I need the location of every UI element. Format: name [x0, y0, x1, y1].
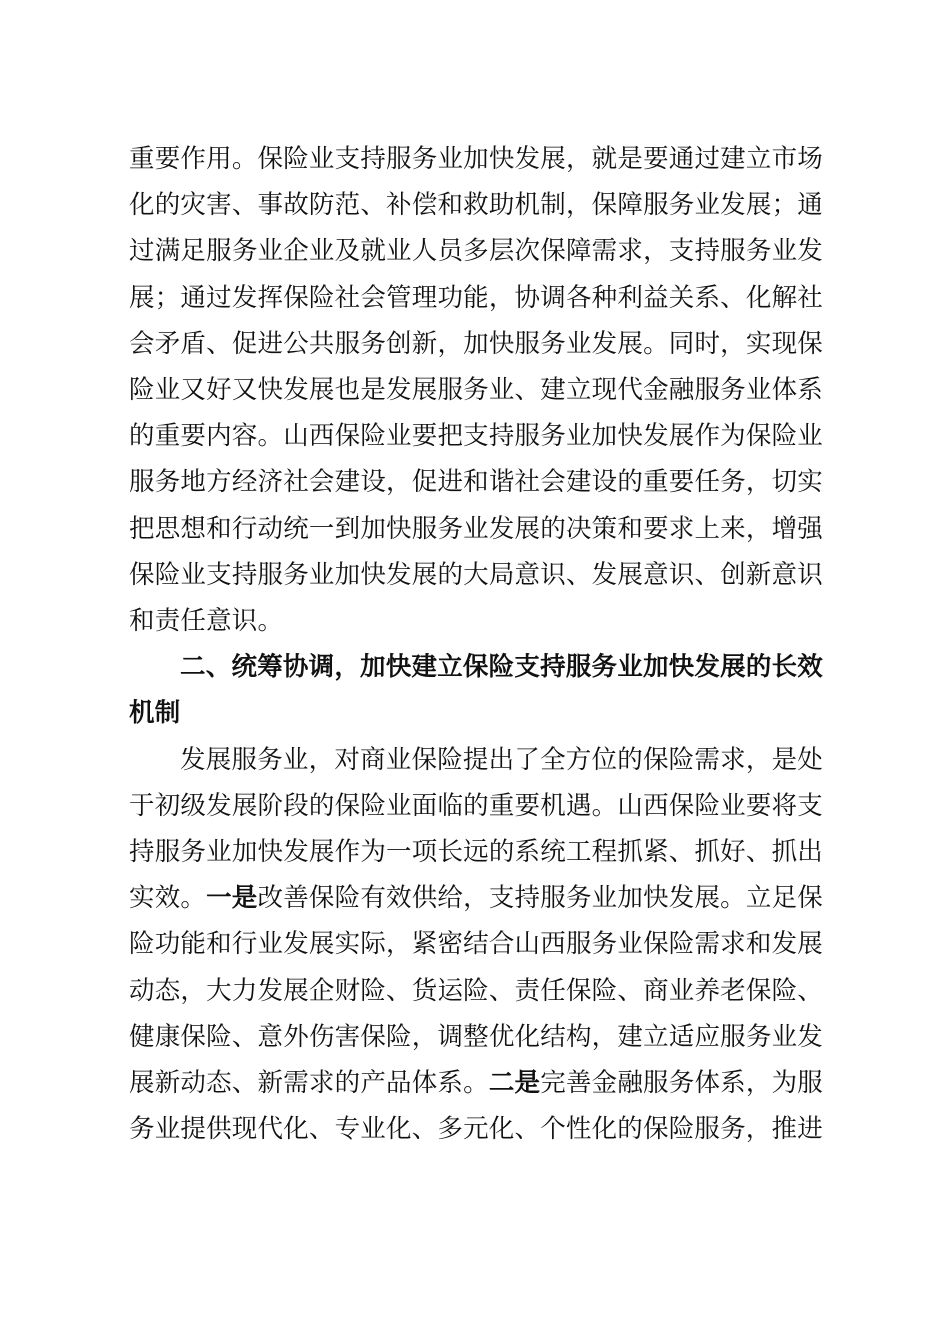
document-body [129, 136, 823, 1152]
point-two-label: 二是 [488, 1068, 541, 1099]
paragraph-2-intro: 发展服务业，对商业保险提出了全方位的保险需求，是处于初级发展阶段的保险业面临的重要机遇。山西保险业要将支持服务业加快发展作为一项长远的系统工程抓紧、抓好、抓出实效。 [129, 744, 823, 914]
point-one-label: 一是 [206, 883, 258, 914]
paragraph-1: 重要作用。保险业支持服务业加快发展，就是要通过建立市场化的灾害、事故防范、补偿和救助机制，保障服务业发展；通过满足服务业企业及就业人员多层次保障需求，支持服务业发展；通过发挥保险社会管理功能，协调各种利益关系、化解社会矛盾、促进公共服务创新，加快服务业发展。同时，实现保险业又好又快发展也是发展服务业、建立现代金融服务业体系的重要内容。山西保险业要把支持服务业加快发展作为保险业服务地方经济社会建设，促进和谐社会建设的重要任务，切实把思想和行动统一到加快服务业发展的决策和要求上来，增强保险业支持服务业加快发展的大局意识、发展意识、创新意识和责任意识。 [129, 144, 823, 637]
point-one-text: 改善保险有效供给，支持服务业加快发展。立足保险功能和行业发展实际，紧密结合山西服务业保险需求和发展动态，大力发展企财险、货运险、责任保险、商业养老保险、健康保险、意外伤害保险，调整优化结构，建立适应服务业发展新动态、新需求的产品体系。 [129, 883, 823, 1099]
paragraph-2 [129, 737, 823, 1153]
section-heading-2: 二、统筹协调，加快建立保险支持服务业加快发展的长效机制 [129, 652, 823, 729]
point-two-text: 完善金融服务体系，为服务业提供现代化、专业化、多元化、个性化的保险服务，推进 [129, 1068, 823, 1145]
